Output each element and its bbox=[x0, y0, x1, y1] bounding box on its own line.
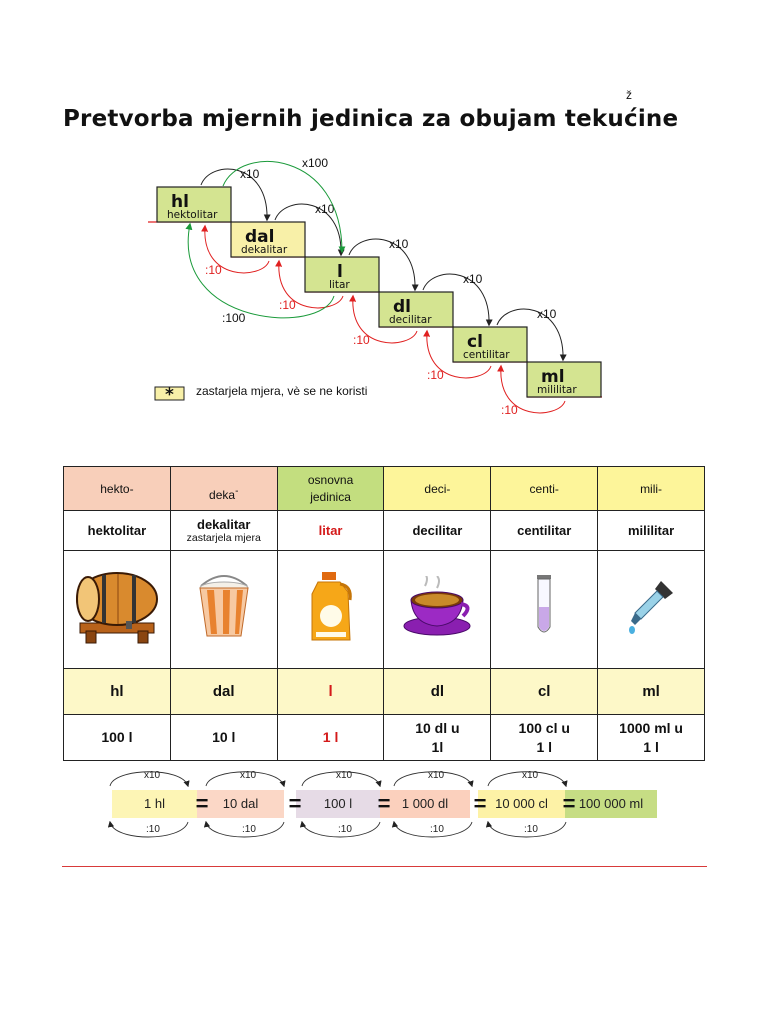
multiply-label: x10 bbox=[315, 202, 335, 216]
unit-symbol: dl bbox=[430, 683, 445, 700]
step-name: litar bbox=[329, 279, 350, 291]
value-row bbox=[64, 715, 705, 761]
divide-label: :10 bbox=[279, 298, 296, 312]
equivalence-value: 100 l bbox=[296, 790, 380, 818]
step-name: mililitar bbox=[537, 384, 577, 396]
unit-name: litar bbox=[318, 523, 343, 538]
name-cell bbox=[491, 511, 598, 551]
picture-row bbox=[64, 551, 705, 669]
prefix-text: centi- bbox=[529, 481, 559, 496]
unit-name: mililitar bbox=[627, 523, 675, 538]
value-cell bbox=[598, 715, 705, 761]
value-cell bbox=[384, 715, 491, 761]
unit-symbol: ml bbox=[642, 683, 660, 700]
step-symbol: dl bbox=[393, 297, 411, 317]
prefix-text: hekto- bbox=[100, 481, 134, 496]
divide-label: :10 bbox=[427, 368, 444, 382]
prefix-row bbox=[64, 467, 705, 511]
name-row bbox=[64, 511, 705, 551]
bottle-icon bbox=[306, 570, 356, 644]
page-title: Pretvorba mjernih jedinica za obujam tekućine bbox=[63, 106, 679, 132]
equivalence-value: 100 000 ml bbox=[565, 790, 657, 818]
multiply-label: x10 bbox=[336, 770, 353, 781]
divide-label: :10 bbox=[146, 824, 160, 835]
bucket-icon bbox=[193, 572, 255, 642]
prefix-text: deka bbox=[209, 487, 236, 502]
symbol-cell bbox=[64, 669, 171, 715]
units-table bbox=[63, 466, 705, 761]
divider-line bbox=[62, 866, 707, 867]
unit-note: zastarjela mjera bbox=[186, 532, 261, 544]
barrel-icon bbox=[74, 569, 160, 645]
prefix-cell bbox=[491, 467, 598, 511]
divide-label: :10 bbox=[501, 403, 518, 417]
value-cell bbox=[64, 715, 171, 761]
multiply-label: x10 bbox=[240, 770, 257, 781]
prefix-text: osnovna jedinica bbox=[307, 472, 354, 504]
prefix-text: mili- bbox=[640, 481, 663, 496]
value-line: 1 l bbox=[643, 738, 659, 755]
prefix-cell bbox=[277, 467, 384, 511]
cup-icon bbox=[401, 576, 473, 638]
symbol-cell bbox=[598, 669, 705, 715]
dropper-icon bbox=[627, 579, 675, 635]
unit-symbol: hl bbox=[110, 683, 124, 700]
equivalence-value: 10 000 cl bbox=[478, 790, 565, 818]
value-line: 10 dl u bbox=[415, 719, 460, 736]
divide-label: :10 bbox=[430, 824, 444, 835]
prefix-cell bbox=[64, 467, 171, 511]
prefix-text: deci- bbox=[424, 481, 451, 496]
step-symbol: dal bbox=[245, 227, 275, 247]
multiply-label: x10 bbox=[537, 307, 557, 321]
symbol-cell bbox=[491, 669, 598, 715]
unit-symbol: l bbox=[328, 683, 333, 700]
value-line: 10 l bbox=[212, 729, 236, 745]
step-symbol: cl bbox=[467, 332, 483, 352]
equivalence-value: 10 dal bbox=[197, 790, 284, 818]
multiply-label: x10 bbox=[144, 770, 161, 781]
name-cell bbox=[598, 511, 705, 551]
divide-100-label: :100 bbox=[222, 311, 246, 325]
symbol-cell bbox=[170, 669, 277, 715]
equivalence-strip bbox=[0, 760, 768, 850]
name-cell bbox=[64, 511, 171, 551]
equals-sign: = bbox=[288, 791, 302, 816]
step-symbol: ml bbox=[541, 367, 565, 387]
divide-label: :10 bbox=[353, 333, 370, 347]
step-symbol: l bbox=[337, 262, 343, 282]
equals-sign: = bbox=[195, 791, 209, 816]
multiply-label: x10 bbox=[240, 167, 260, 181]
symbol-cell bbox=[384, 669, 491, 715]
divide-label: :10 bbox=[205, 263, 222, 277]
step-name: decilitar bbox=[389, 314, 432, 326]
multiply-label: x10 bbox=[389, 237, 409, 251]
legend-text: zastarjela mjera, vè se ne koristi bbox=[196, 384, 368, 398]
value-line: 100 l bbox=[101, 729, 133, 745]
equivalence-value: 1 hl bbox=[112, 790, 197, 818]
staircase-diagram bbox=[0, 0, 768, 440]
name-cell bbox=[277, 511, 384, 551]
picture-cell bbox=[384, 551, 491, 669]
multiply-label: x10 bbox=[463, 272, 483, 286]
picture-cell bbox=[277, 551, 384, 669]
unit-name: decilitar bbox=[412, 523, 463, 538]
value-line: 1 l bbox=[322, 729, 339, 745]
value-cell bbox=[491, 715, 598, 761]
unit-name: dekalitar bbox=[197, 517, 251, 532]
name-cell bbox=[170, 511, 277, 551]
step-name: centilitar bbox=[463, 349, 510, 361]
equals-sign: = bbox=[473, 791, 487, 816]
picture-cell bbox=[491, 551, 598, 669]
legend-marker: * bbox=[165, 385, 174, 405]
unit-symbol: cl bbox=[537, 683, 551, 700]
equivalence-value: 1 000 dl bbox=[380, 790, 470, 818]
prefix-cell bbox=[384, 467, 491, 511]
symbol-cell bbox=[277, 669, 384, 715]
value-line: 1l bbox=[431, 738, 444, 755]
prefix-cell bbox=[170, 467, 277, 511]
picture-cell bbox=[598, 551, 705, 669]
test-tube-icon bbox=[529, 575, 559, 639]
multiply-label: x10 bbox=[428, 770, 445, 781]
value-line: 1 l bbox=[536, 738, 553, 755]
picture-cell bbox=[64, 551, 171, 669]
prefix-cell bbox=[598, 467, 705, 511]
divide-label: :10 bbox=[338, 824, 352, 835]
step-symbol: hl bbox=[171, 192, 189, 212]
equals-sign: = bbox=[562, 791, 576, 816]
divide-label: :10 bbox=[524, 824, 538, 835]
step-name: dekalitar bbox=[241, 244, 288, 256]
value-line: 100 cl u bbox=[518, 719, 570, 736]
multiply-100-label: x100 bbox=[302, 156, 329, 170]
divide-label: :10 bbox=[242, 824, 256, 835]
value-cell bbox=[170, 715, 277, 761]
value-line: 1000 ml u bbox=[619, 719, 683, 736]
value-cell bbox=[277, 715, 384, 761]
unit-name: hektolitar bbox=[87, 523, 147, 538]
step-name: hektolitar bbox=[167, 209, 218, 221]
unit-symbol: dal bbox=[212, 683, 235, 700]
picture-cell bbox=[170, 551, 277, 669]
prefix-superscript: - bbox=[235, 485, 239, 497]
stray-character: ž bbox=[626, 88, 632, 102]
name-cell bbox=[384, 511, 491, 551]
symbol-row bbox=[64, 669, 705, 715]
equals-sign: = bbox=[377, 791, 391, 816]
unit-name: centilitar bbox=[517, 523, 572, 538]
multiply-label: x10 bbox=[522, 770, 539, 781]
